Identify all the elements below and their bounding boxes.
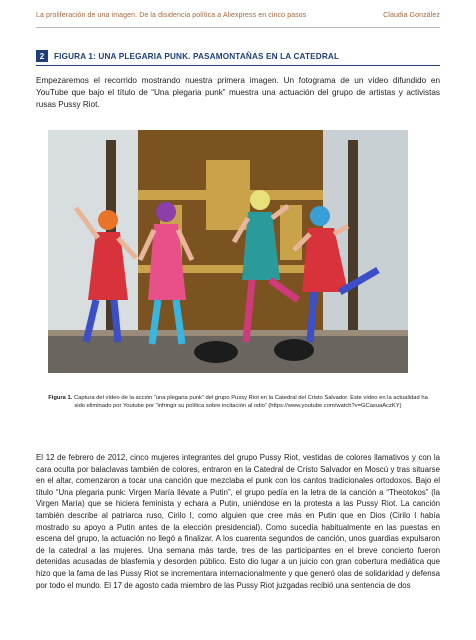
- running-header: [36, 12, 440, 19]
- bag-right: [274, 339, 314, 361]
- header-rule: [36, 27, 440, 28]
- intro-paragraph: Empezaremos el recorrido mostrando nuestra primera imagen. Un fotograma de un vídeo difundido en YouTube que bajo el título de “Una plegaria punk” muestra una actuación del grupo de artistas y activistas rusas Pussy Riot.: [36, 76, 440, 109]
- running-header-left: La proliferación de una imagen. De la disidencia política a Aliexpress en cinco pasos: [36, 12, 307, 19]
- figure-caption: [48, 394, 428, 411]
- figure-photo: [48, 130, 408, 373]
- right-column: [348, 140, 358, 330]
- figure-caption-text: Captura del vídeo de la acción “una plegaria punk” del grupo Pussy Riot en la Catedral del Cristo Salvador. Este vídeo en la actualidad ha sido eliminado por Youtube por “infringir su política sobre incitación al odio” (https://www.youtube.com/watch?v=GCasuaAczKY): [72, 395, 428, 410]
- body-paragraph: El 12 de febrero de 2012, cinco mujeres integrantes del grupo Pussy Riot, vestidas de colores llamativos y con la cara oculta por balaclavas también de colores, entraron en la Catedral de Cristo Salvador en Moscú y tras situarse en el altar, comenzaron a tocar una canción que mezclaba el punk con los cantos tradicionales ortodoxos. Bajo el título “Una plegaria punk: Virgen María llévate a Putin”, el grupo pedía en la letra de la canción a “Theotokos” (la Virgen María) que se hiciera feminista y echara a Putin, uniéndose en la protesta a las Pussy Riot. La canción también describe al patriarca ruso, Cirilo I, como alguien que cree más en Putin que en Dios (Cirilo I había mostrado su apoyo a Putin antes de la elección presidencial). Como sucedía habitualmente en las puestas en escena del grupo, la actuación no llegó a finalizar. A los cuarenta segundos de canción, unos guardias expulsaron de la catedral a las mujeres. Una semana más tarde, tres de las participantes en el breve concierto fueron detenidas acusadas de blasfemia y desorden público. Esto dio lugar a un juicio con gran cobertura mediática que hizo que la fama de las Pussy Riot se incrementara internacionalmente y que generó olas de solidaridad y defensa por todo el mundo. El 17 de agosto cada miembro de las Pussy Riot juzgadas recibió una sentencia de dos: [36, 453, 440, 590]
- section-number: 2: [36, 50, 48, 62]
- photo-illustration: [48, 130, 408, 373]
- running-header-right: Claudia González: [383, 12, 440, 19]
- icon-panel-center: [206, 160, 250, 230]
- icon-panel-right: [280, 205, 302, 260]
- section-heading: [36, 50, 440, 66]
- section-title: FIGURA 1: UNA PLEGARIA PUNK. PASAMONTAÑAS EN LA CATEDRAL: [54, 51, 340, 61]
- altar-step: [48, 330, 408, 336]
- guitar-bag: [194, 341, 238, 363]
- figure-caption-label: Figura 1.: [48, 395, 73, 401]
